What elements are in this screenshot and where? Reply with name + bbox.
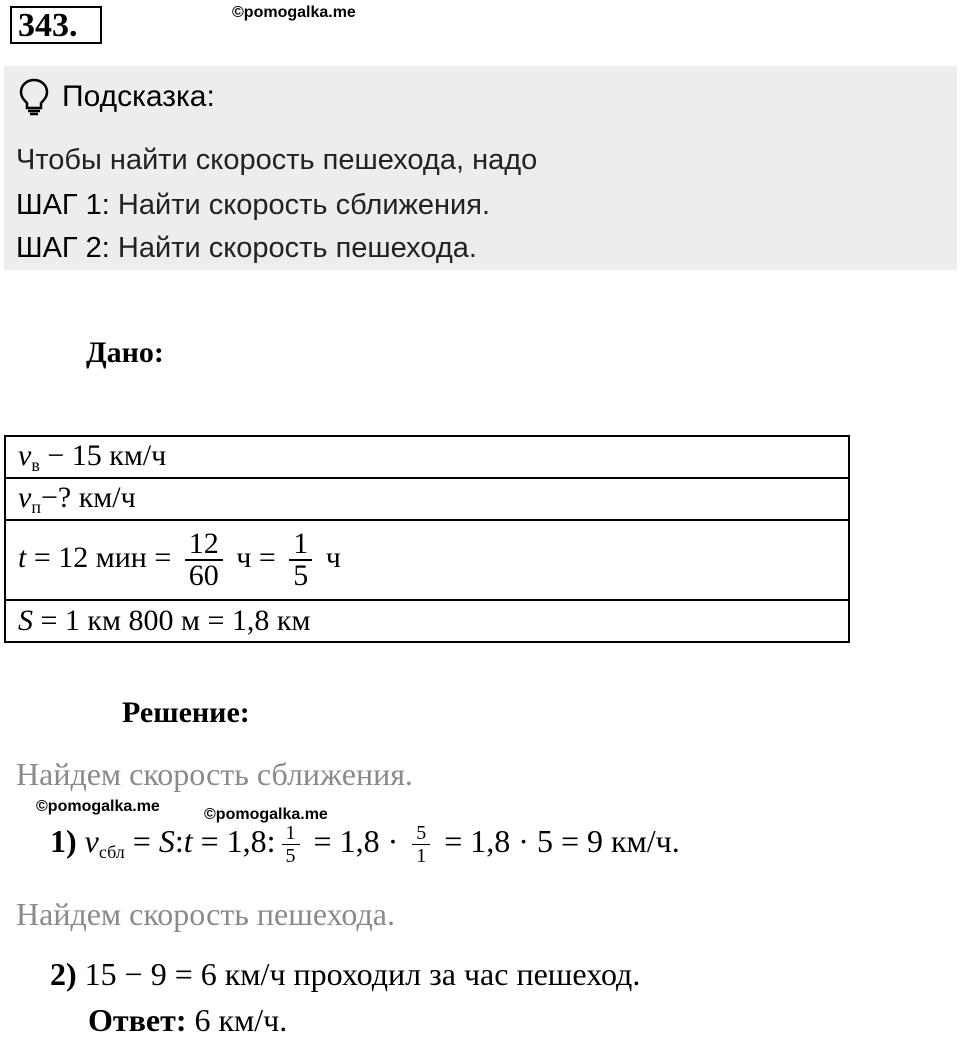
watermark: ©pomogalka.me bbox=[232, 4, 356, 21]
step1-text: Найти скорость сближения. bbox=[109, 189, 491, 221]
problem-number: 343. bbox=[18, 7, 78, 44]
given-row-2: $v_п-$? км/ч bbox=[5, 478, 849, 520]
given-row-4: S = 1 км 800 м = 1,8 км bbox=[5, 600, 849, 642]
fraction-1-5: $\frac{1}{5}$ bbox=[289, 529, 312, 591]
hint-title: Подсказка: bbox=[62, 80, 215, 113]
fraction-12-60: $\frac{12}{60}$ bbox=[185, 529, 223, 591]
given-row-3: t = 12 мин = $\frac{12}{60}$ ч = $\frac{1}{5}$ ч bbox=[5, 520, 849, 600]
hint-step-2 bbox=[16, 232, 477, 265]
fraction-1-5-step: $\frac{1}{5}$ bbox=[282, 822, 300, 867]
step2-label: ШАГ 2: bbox=[16, 232, 110, 264]
solution-step-2: 2) 15 − 9 = 6 км/ч проходил за час пешеход. bbox=[50, 956, 641, 992]
solution-step-1: 1) $v_{сбл}$ = S:t = 1,8: $\frac{1}{5}$ = 1,8 · $\frac{5}{1}$ = 1,8 · 5 = 9 км/ч. bbox=[50, 822, 680, 867]
step2-text: Найти скорость пешехода. bbox=[109, 232, 477, 264]
solution-note-2: Найдем скорость пешехода. bbox=[16, 896, 395, 932]
answer: Ответ: 6 км/ч. bbox=[88, 1002, 288, 1038]
solution-title: Решение: bbox=[122, 696, 250, 729]
given-title: Дано: bbox=[86, 336, 164, 369]
watermark-3: ©pomogalka.me bbox=[204, 806, 328, 823]
watermark-2: ©pomogalka.me bbox=[36, 798, 160, 815]
given-row-1: $v_в - 15$ км/ч bbox=[5, 436, 849, 478]
given-table bbox=[4, 435, 850, 643]
fraction-5-1-step: $\frac{5}{1}$ bbox=[412, 822, 430, 867]
step1-label: ШАГ 1: bbox=[16, 189, 110, 221]
hint-step-1 bbox=[16, 189, 490, 222]
hint-line-1: Чтобы найти скорость пешехода, надо bbox=[16, 144, 538, 176]
lightbulb-icon bbox=[18, 78, 50, 121]
solution-note-1: Найдем скорость сближения. bbox=[16, 756, 413, 792]
